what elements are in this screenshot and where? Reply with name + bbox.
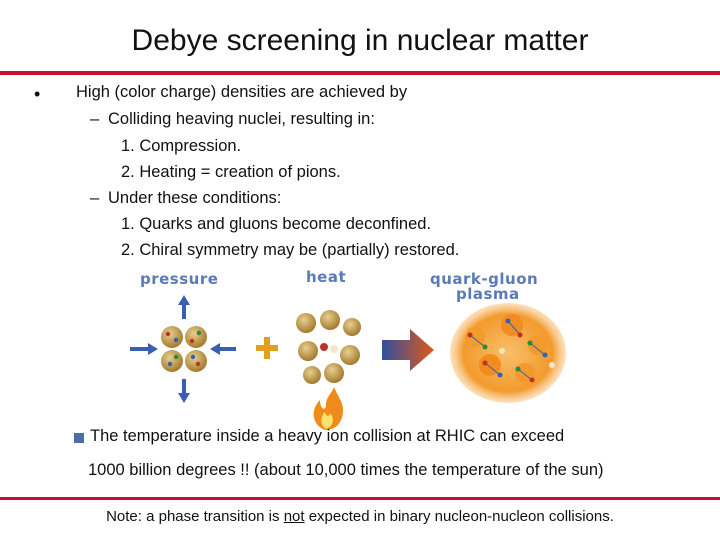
sub2-item-2: 2. Chiral symmetry may be (partially) restored. (121, 241, 460, 259)
heated-nucleons (296, 310, 361, 384)
sub2-item-1: 1. Quarks and gluons become deconfined. (121, 215, 432, 233)
footnote-part-1: Note: a phase transition is (106, 508, 284, 525)
slide-title: Debye screening in nuclear matter (131, 24, 589, 57)
sub-bullet-text-2: Under these conditions: (108, 189, 282, 207)
sub1-item-2: 2. Heating = creation of pions. (121, 163, 341, 181)
qgp-diagram (120, 265, 590, 435)
footnote-part-2: expected in binary nucleon-nucleon collisions. (304, 508, 614, 525)
plus-icon (256, 337, 278, 359)
quark-gluon-plasma (450, 303, 566, 403)
qgp-label-line2: plasma (456, 285, 520, 303)
qgp-label-line1: quark-gluon (430, 270, 539, 288)
diagram-graphic (120, 265, 590, 435)
heat-label: heat (306, 268, 347, 286)
compressed-nucleons (161, 326, 207, 372)
transition-arrow (382, 329, 434, 371)
square-bullet-icon (74, 433, 84, 443)
title-divider (0, 71, 720, 75)
bullet-dot: • (34, 84, 41, 104)
footer-divider (0, 497, 720, 500)
sub-bullet-dash-1: – (90, 110, 100, 128)
footnote (0, 508, 720, 525)
footnote-emphasis: not (283, 508, 305, 525)
flame-icon (314, 387, 343, 430)
caption-line-1: The temperature inside a heavy ion collision at RHIC can exceed (90, 427, 565, 445)
main-bullet-text: High (color charge) densities are achieved by (76, 83, 408, 101)
sub-bullet-dash-2: – (90, 189, 100, 207)
pressure-label: pressure (140, 270, 219, 288)
pressure-arrows (130, 295, 236, 403)
sub-bullet-text-1: Colliding heaving nuclei, resulting in: (108, 110, 375, 128)
sub1-item-1: 1. Compression. (121, 137, 242, 155)
caption-line-2: 1000 billion degrees !! (about 10,000 times the temperature of the sun) (88, 461, 604, 479)
